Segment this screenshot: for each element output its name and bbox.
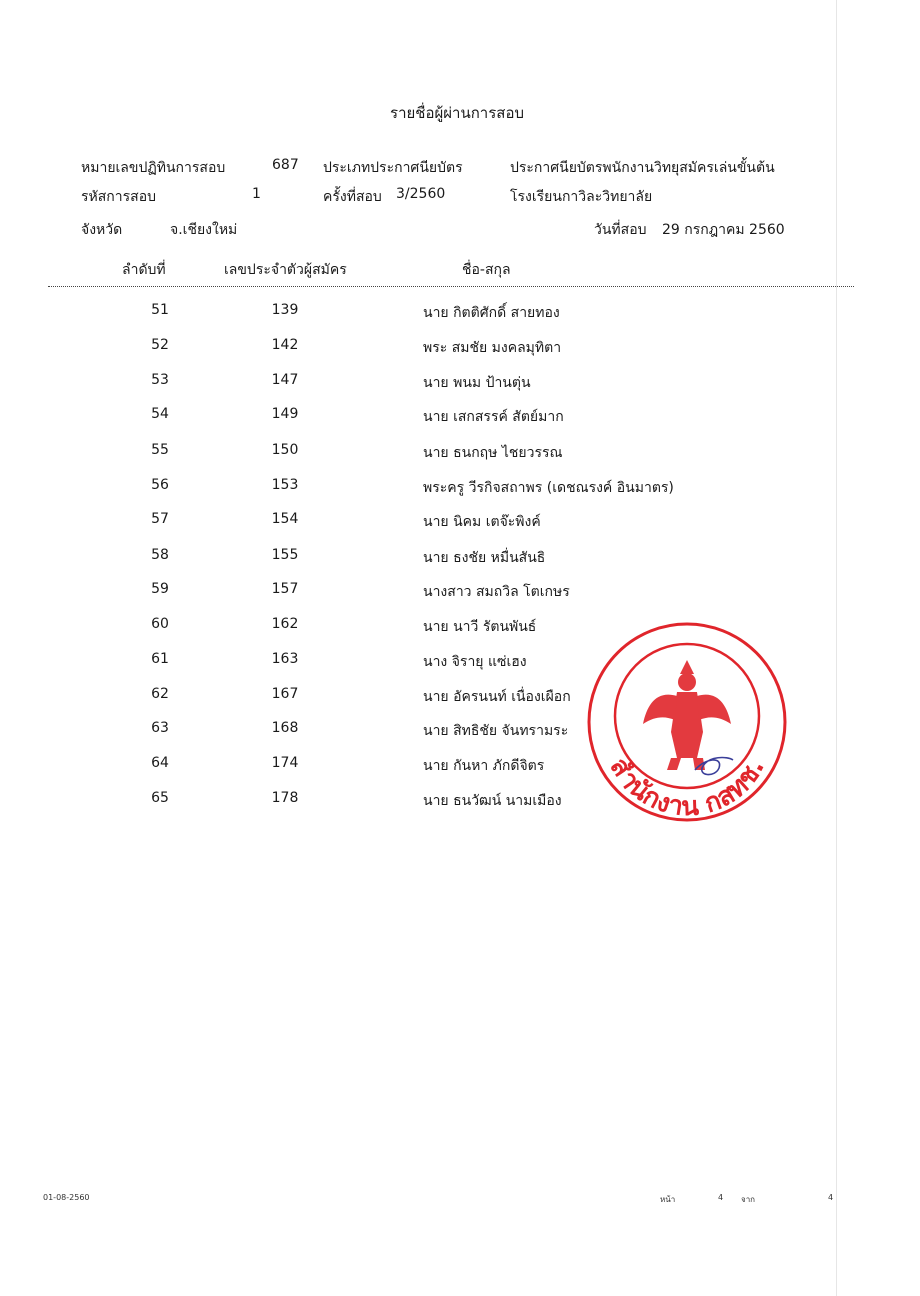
candidate-name: นาย ธนวัฒน์ นามเมือง	[423, 793, 562, 809]
row-number: 55	[151, 442, 169, 458]
candidate-id: 150	[271, 442, 299, 458]
candidate-name: พระ สมชัย มงคลมุทิตา	[423, 340, 562, 356]
candidate-id: 155	[271, 547, 299, 563]
exam-permit-label: หมายเลขปฏิทินการสอบ	[81, 160, 226, 176]
candidate-name: นาย เสกสรรค์ สัตย์มาก	[423, 409, 564, 425]
table-row	[0, 372, 914, 406]
footer-page-label: หน้า	[660, 1195, 676, 1204]
document-title: รายชื่อผู้ผ่านการสอบ	[390, 104, 524, 122]
table-row	[0, 406, 914, 440]
candidate-name: นาย นิคม เตจ๊ะพิงค์	[423, 514, 541, 530]
candidate-name: นาย พนม ป้านตุ่น	[423, 375, 531, 391]
row-number: 63	[151, 720, 169, 736]
row-number: 65	[151, 790, 169, 806]
exam-code-value: 1	[252, 186, 261, 202]
row-number: 64	[151, 755, 169, 771]
candidate-name: นาย สิทธิชัย จันทรามระ	[423, 723, 569, 739]
candidate-id: 157	[271, 581, 299, 597]
footer-of-label: จาก	[741, 1195, 756, 1204]
candidate-name: นาย ธนกฤษ ไชยวรรณ	[423, 445, 563, 461]
exam-date-label: วันที่สอบ	[594, 222, 647, 238]
footer-total-pages: 4	[828, 1193, 834, 1202]
table-row	[0, 302, 914, 336]
candidate-name: นาย กันหา ภักดีจิตร	[423, 758, 545, 774]
school-name: โรงเรียนกาวิละวิทยาลัย	[510, 189, 653, 205]
candidate-id: 139	[271, 302, 299, 318]
row-number: 53	[151, 372, 169, 388]
candidate-name: นาย ธงชัย หมื่นสันธิ	[423, 550, 546, 566]
row-number: 54	[151, 406, 169, 422]
candidate-id: 153	[271, 477, 299, 493]
row-number: 60	[151, 616, 169, 632]
column-header-name: ชื่อ-สกุล	[462, 262, 511, 278]
candidate-id: 168	[271, 720, 299, 736]
candidate-name: นาย กิตติศักดิ์ สายทอง	[423, 305, 560, 321]
candidate-id: 154	[271, 511, 299, 527]
candidate-id: 178	[271, 790, 299, 806]
column-header-no: ลำดับที่	[122, 262, 166, 278]
exam-date-value: 29 กรกฎาคม 2560	[662, 222, 785, 238]
candidate-id: 167	[271, 686, 299, 702]
table-row	[0, 442, 914, 476]
candidate-name: พระครู วีรกิจสถาพร (เดชณรงค์ อินมาตร)	[423, 480, 674, 496]
cert-name: ประกาศนียบัตรพนักงานวิทยุสมัครเล่นขั้นต้น	[510, 160, 775, 176]
table-row	[0, 511, 914, 545]
row-number: 62	[151, 686, 169, 702]
candidate-id: 174	[271, 755, 299, 771]
table-row	[0, 581, 914, 615]
row-number: 59	[151, 581, 169, 597]
province-label: จังหวัด	[81, 222, 123, 238]
province-value: จ.เชียงใหม่	[170, 222, 238, 238]
row-number: 57	[151, 511, 169, 527]
table-row	[0, 477, 914, 511]
cert-type-label: ประเภทประกาศนียบัตร	[323, 160, 463, 176]
candidate-id: 163	[271, 651, 299, 667]
exam-permit-value: 687	[272, 157, 299, 173]
footer-page-number: 4	[718, 1193, 724, 1202]
candidate-id: 162	[271, 616, 299, 632]
row-number: 52	[151, 337, 169, 353]
official-seal-icon	[585, 620, 790, 825]
header-divider	[48, 286, 854, 287]
candidate-name: นาง จิรายุ แซ่เฮง	[423, 654, 527, 670]
row-number: 56	[151, 477, 169, 493]
candidate-id: 149	[271, 406, 299, 422]
exam-code-label: รหัสการสอบ	[81, 189, 156, 205]
row-number: 61	[151, 651, 169, 667]
table-row	[0, 547, 914, 581]
row-number: 58	[151, 547, 169, 563]
seal-text: สำนักงาน กสทช.	[603, 752, 771, 823]
column-header-id: เลขประจำตัวผู้สมัคร	[224, 262, 347, 278]
round-label: ครั้งที่สอบ	[323, 189, 382, 205]
table-row	[0, 337, 914, 371]
candidate-name: นางสาว สมถวิล โตเกษร	[423, 584, 570, 600]
candidate-id: 142	[271, 337, 299, 353]
footer-date: 01-08-2560	[43, 1193, 90, 1202]
round-value: 3/2560	[396, 186, 446, 202]
candidate-id: 147	[271, 372, 299, 388]
candidate-name: นาย นาวี รัตนพันธ์	[423, 619, 537, 635]
candidate-name: นาย อัครนนท์ เนื่องเผือก	[423, 689, 571, 705]
row-number: 51	[151, 302, 169, 318]
